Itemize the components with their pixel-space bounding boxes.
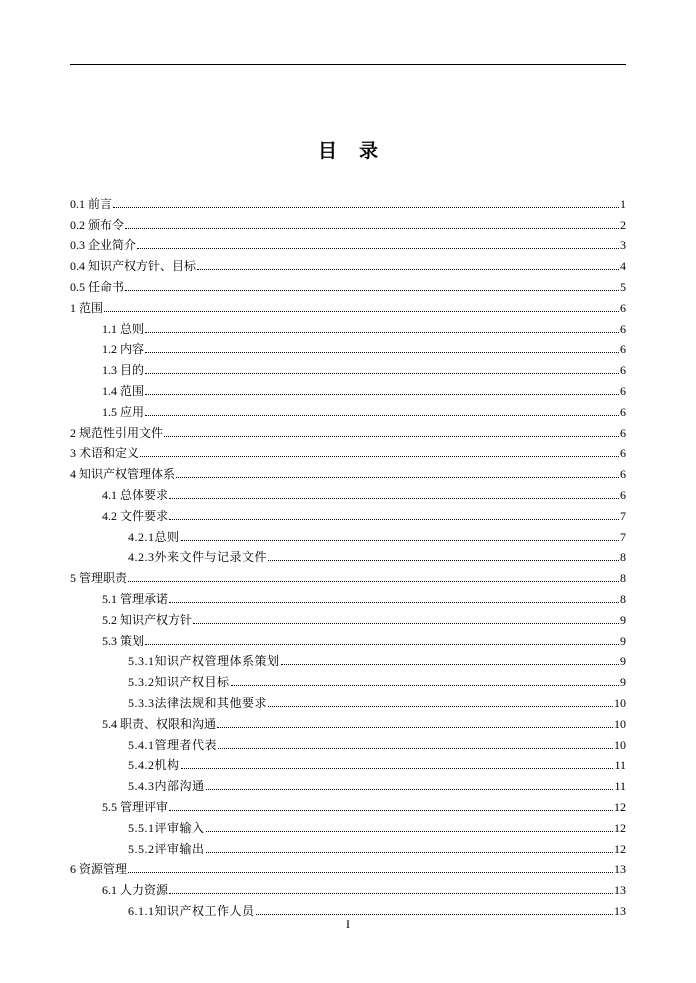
toc-entry-label: 0.2 颁布令 <box>70 217 125 232</box>
toc-entry[interactable] <box>70 481 626 502</box>
toc-leader-dots <box>169 893 613 894</box>
toc-entry[interactable] <box>70 627 626 648</box>
toc-leader-dots <box>206 831 613 832</box>
toc-leader-dots <box>231 685 619 686</box>
toc-leader-dots <box>145 644 619 645</box>
toc-entry-page: 7 <box>620 529 626 544</box>
toc-leader-dots <box>206 789 614 790</box>
toc-entry[interactable] <box>70 252 626 273</box>
toc-entry[interactable] <box>70 648 626 669</box>
toc-entry[interactable] <box>70 772 626 793</box>
toc-entry-label: 5.3.2知识产权目标 <box>128 675 230 690</box>
toc-entry-page: 13 <box>614 862 626 877</box>
toc-entry-page: 6 <box>620 321 626 336</box>
toc-entry-label: 4.2.1总则 <box>128 529 180 544</box>
toc-entry-page: 8 <box>620 550 626 565</box>
toc-entry[interactable] <box>70 835 626 856</box>
toc-entry-page: 12 <box>614 841 626 856</box>
toc-leader-dots <box>145 352 619 353</box>
toc-entry-page: 8 <box>620 591 626 606</box>
toc-entry-label: 4.1 总体要求 <box>102 487 169 502</box>
toc-entry-label: 5.3 策划 <box>102 633 145 648</box>
toc-entry-label: 5.5.2评审输出 <box>128 841 205 856</box>
toc-entry-label: 5.2 知识产权方针 <box>102 612 193 627</box>
toc-leader-dots <box>268 560 619 561</box>
toc-entry-page: 10 <box>614 737 626 752</box>
toc-entry-label: 5.3.3法律法规和其他要求 <box>128 695 268 710</box>
toc-entry-page: 12 <box>614 820 626 835</box>
toc-entry-page: 3 <box>620 238 626 253</box>
toc-entry[interactable] <box>70 564 626 585</box>
toc-leader-dots <box>169 498 619 499</box>
toc-entry-label: 5.4.1管理者代表 <box>128 737 218 752</box>
toc-entry-label: 5.5.1评审输入 <box>128 820 205 835</box>
toc-entry-page: 13 <box>614 903 626 918</box>
toc-leader-dots <box>104 311 619 312</box>
toc-entry[interactable] <box>70 606 626 627</box>
toc-leader-dots <box>268 706 613 707</box>
toc-entry-page: 6 <box>620 446 626 461</box>
toc-entry-label: 5.1 管理承诺 <box>102 591 169 606</box>
toc-entry[interactable] <box>70 356 626 377</box>
toc-entry[interactable] <box>70 398 626 419</box>
toc-entry[interactable] <box>70 336 626 357</box>
toc-entry-page: 5 <box>620 279 626 294</box>
toc-entry-label: 5.4.3内部沟通 <box>128 779 205 794</box>
toc-entry-page: 6 <box>620 404 626 419</box>
toc-entry-page: 7 <box>620 508 626 523</box>
toc-leader-dots <box>217 727 613 728</box>
toc-entry-label: 6.1 人力资源 <box>102 883 169 898</box>
toc-leader-dots <box>113 207 619 208</box>
toc-entry-label: 1.3 目的 <box>102 363 145 378</box>
toc-entry[interactable] <box>70 752 626 773</box>
toc-entry-label: 5.5 管理评审 <box>102 799 169 814</box>
toc-entry-page: 6 <box>620 342 626 357</box>
toc-leader-dots <box>181 540 619 541</box>
header-rule <box>70 64 626 65</box>
toc-entry-page: 1 <box>620 196 626 211</box>
page-title: 目录 <box>317 141 400 162</box>
toc-leader-dots <box>145 373 619 374</box>
toc-entry-page: 8 <box>620 571 626 586</box>
toc-leader-dots <box>218 748 613 749</box>
toc-entry-label: 6.1.1知识产权工作人员 <box>128 903 255 918</box>
toc-leader-dots <box>128 872 613 873</box>
toc-entry-label: 0.5 任命书 <box>70 279 125 294</box>
toc-leader-dots <box>125 290 619 291</box>
toc-leader-dots <box>256 914 613 915</box>
toc-entry[interactable] <box>70 315 626 336</box>
toc-entry-label: 5.3.1知识产权管理体系策划 <box>128 654 280 669</box>
toc-leader-dots <box>197 269 619 270</box>
toc-entry[interactable] <box>70 897 626 918</box>
toc-entry[interactable] <box>70 190 626 211</box>
toc-entry-page: 6 <box>620 363 626 378</box>
toc-entry[interactable] <box>70 710 626 731</box>
toc-leader-dots <box>128 581 619 582</box>
toc-entry-label: 0.4 知识产权方针、目标 <box>70 259 197 274</box>
toc-entry-page: 11 <box>614 779 626 794</box>
toc-leader-dots <box>169 519 619 520</box>
page-number: I <box>346 917 350 931</box>
toc-leader-dots <box>145 332 619 333</box>
toc-leader-dots <box>193 623 619 624</box>
toc-entry-label: 0.3 企业简介 <box>70 238 137 253</box>
toc-leader-dots <box>145 394 619 395</box>
toc-leader-dots <box>176 477 619 478</box>
toc-leader-dots <box>140 456 619 457</box>
toc-leader-dots <box>125 228 619 229</box>
toc-entry-label: 5 管理职责 <box>70 571 128 586</box>
toc-leader-dots <box>145 415 619 416</box>
toc-leader-dots <box>181 768 614 769</box>
toc-entry[interactable] <box>70 876 626 897</box>
toc-entry-page: 6 <box>620 383 626 398</box>
toc-leader-dots <box>206 852 613 853</box>
toc-entry[interactable] <box>70 232 626 253</box>
toc-entry[interactable] <box>70 585 626 606</box>
toc-entry-label: 3 术语和定义 <box>70 446 140 461</box>
toc-entry[interactable] <box>70 294 626 315</box>
toc-entry-page: 10 <box>614 716 626 731</box>
toc-entry[interactable] <box>70 544 626 565</box>
toc-entry-page: 6 <box>620 425 626 440</box>
toc-entry-page: 12 <box>614 799 626 814</box>
toc-entry-label: 2 规范性引用文件 <box>70 425 164 440</box>
toc-entry-label: 4.2.3外来文件与记录文件 <box>128 550 268 565</box>
toc-entry-label: 4.2 文件要求 <box>102 508 169 523</box>
toc-entry[interactable] <box>70 523 626 544</box>
toc-entry-page: 2 <box>620 217 626 232</box>
toc-entry[interactable] <box>70 460 626 481</box>
toc-entry-page: 6 <box>620 487 626 502</box>
toc-entry[interactable] <box>70 856 626 877</box>
toc-entry-label: 1.4 范围 <box>102 383 145 398</box>
toc-entry[interactable] <box>70 440 626 461</box>
toc-entry-label: 1.5 应用 <box>102 404 145 419</box>
toc-entry-label: 1 范围 <box>70 300 104 315</box>
toc-entry[interactable] <box>70 814 626 835</box>
toc-entry-page: 6 <box>620 300 626 315</box>
toc-entry[interactable] <box>70 668 626 689</box>
toc-leader-dots <box>169 810 613 811</box>
toc-entry-page: 6 <box>620 467 626 482</box>
toc-entry[interactable] <box>70 211 626 232</box>
toc-leader-dots <box>164 436 619 437</box>
toc-entry-page: 9 <box>620 675 626 690</box>
toc-entry-page: 11 <box>614 758 626 773</box>
table-of-contents <box>70 190 626 918</box>
toc-entry[interactable] <box>70 419 626 440</box>
toc-entry-label: 1.2 内容 <box>102 342 145 357</box>
toc-entry-label: 1.1 总则 <box>102 321 145 336</box>
toc-entry[interactable] <box>70 793 626 814</box>
toc-entry-page: 9 <box>620 654 626 669</box>
toc-entry-page: 10 <box>614 695 626 710</box>
toc-entry-label: 0.1 前言 <box>70 196 113 211</box>
toc-entry-page: 4 <box>620 259 626 274</box>
toc-leader-dots <box>137 248 619 249</box>
toc-entry[interactable] <box>70 273 626 294</box>
toc-entry-page: 9 <box>620 612 626 627</box>
toc-entry-label: 5.4 职责、权限和沟通 <box>102 716 217 731</box>
toc-entry-page: 9 <box>620 633 626 648</box>
toc-entry-label: 5.4.2机构 <box>128 758 180 773</box>
toc-entry[interactable] <box>70 502 626 523</box>
toc-entry-label: 4 知识产权管理体系 <box>70 467 176 482</box>
toc-entry-label: 6 资源管理 <box>70 862 128 877</box>
toc-leader-dots <box>169 602 619 603</box>
toc-entry[interactable] <box>70 731 626 752</box>
toc-entry[interactable] <box>70 377 626 398</box>
toc-entry[interactable] <box>70 689 626 710</box>
toc-entry-page: 13 <box>614 883 626 898</box>
toc-leader-dots <box>281 664 619 665</box>
